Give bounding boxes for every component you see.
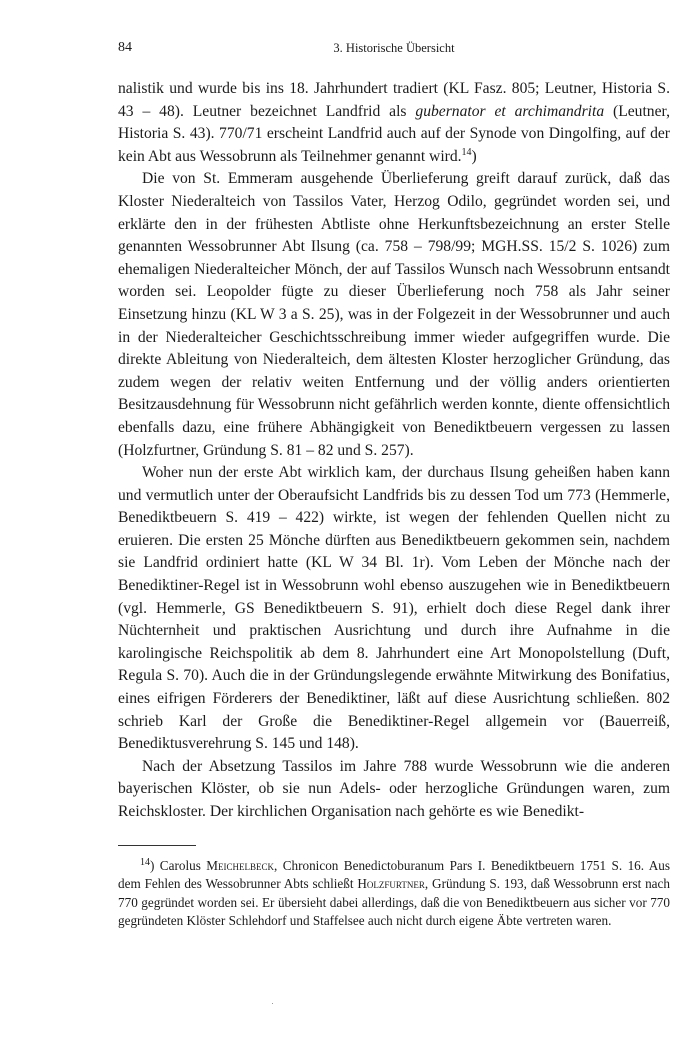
body-text xyxy=(118,78,670,824)
text-run: Woher nun der erste Abt wirklich kam, der durchaus Ilsung geheißen haben kann und vermutlich unter der Oberaufsicht Landfrids bis zu dessen Tod um 773 (Hemmerle, Benediktbeuern S. 419 – 422) wirkte, ist wegen der fehlenden Quellen nicht zu eruieren. Die ersten 25 Mönche dürften aus Benediktbeuern gekommen sein, nachdem sie Landfrid ordiniert hatte (KL W 34 Bl. 1r). Vom Leben der Mönche nach der Benediktiner-Regel ist in Wessobrunn wohl ebenso auszugehen wie in Benediktbeuern (vgl. Hemmerle, GS Benediktbeuern S. 91), erhielt doch diese Regel dank ihrer Nüchternheit und praktischen Ausrichtung und durch ihre Aufnahme in die karolingische Reichspolitik ab dem 8. Jahrhundert eine Art Monopolstellung (Duft, Regula S. 70). Auch die in der Gründungslegende erwähnte Mitwirkung des Bonifatius, eines eifrigen Förderers der Benediktiner, läßt auf diese Ausrichtung schließen. 802 schrieb Karl der Große die Benediktiner-Regel allgemein vor (Bauerreiß, Benediktusverehrung S. 145 und 148). xyxy=(118,464,670,753)
italic-phrase: gubernator et archimandrita xyxy=(415,102,605,120)
footnote-divider xyxy=(118,845,196,846)
author-name: Meichelbeck xyxy=(206,857,274,873)
paragraph xyxy=(118,78,670,168)
paragraph xyxy=(118,462,670,756)
running-header xyxy=(118,40,670,64)
text-run: ) Carolus xyxy=(150,857,207,873)
footnote-marker: 14 xyxy=(140,856,150,868)
chapter-title: 3. Historische Übersicht xyxy=(333,41,455,55)
scan-speck xyxy=(272,1003,273,1004)
text-run: Die von St. Emmeram ausgehende Überlieferung greift darauf zurück, daß das Kloster Niederalteich von Tassilos Vater, Herzog Odilo, gegründet worden sei, und erklärte den in der frühesten Abtliste ohne Herkunftsbezeichnung an erster Stelle genannten Wessobrunner Abt Ilsung (ca. 758 – 798/99; MGH.SS. 15/2 S. 1026) zum ehemaligen Niederalteicher Mönch, der auf Tassilos Wunsch nach Wessobrunn entsandt worden sei. Leopolder fügte zu dieser Überlieferung noch 758 als Jahr seiner Einsetzung hinzu (KL W 3 a S. 25), was in der Folgezeit in der Wessobrunner und auch in der Niederalteicher Geschichtsschreibung immer wieder aufgegriffen wurde. Die direkte Ableitung von Niederalteich, dem ältesten Kloster herzoglicher Gründung, das zudem wegen der relativ weiten Entfernung und der völlig anders orientierten Besitzausdehnung für Wessobrunn nicht gefährlich werden konnte, diente offensichtlich ebenfalls dazu, eine frühere Abhängigkeit von Benediktbeuern vergessen zu lassen (Holzfurtner, Gründung S. 81 – 82 und S. 257). xyxy=(118,170,670,459)
book-page xyxy=(118,40,670,931)
text-run: , Gründung S. 193, daß Wessobrunn erst nach 770 gegründet worden sei. Er übersieht dabei allerdings, daß die von Benediktbeuern aus sicher vor 770 gegründeten Klöster Schlehdorf und Staffelsee auch nicht durch eigene Äbte vertreten waren. xyxy=(118,876,670,929)
text-run: (Leutner, Historia S. 43). 770/71 erscheint Landfrid auch auf der Synode von Dingolfing, auf der kein Abt aus Wessobrunn als Teilnehmer genannt wird. xyxy=(118,102,670,165)
author-name: Holzfurtner xyxy=(357,876,425,892)
text-run: nalistik und wurde bis ins 18. Jahrhundert tradiert (KL Fasz. 805; Leutner, Historia S. 43 – 48). Leutner bezeichnet Landfrid als xyxy=(118,80,670,120)
text-run: , Chronicon Benedictoburanum Pars I. Benediktbeuern 1751 S. 16. Aus dem Fehlen des Wessobrunner Abts schließt xyxy=(118,857,670,892)
footnote xyxy=(118,857,670,931)
text-run: ) xyxy=(471,147,477,165)
footnote-reference: 14 xyxy=(461,146,472,158)
paragraph xyxy=(118,756,670,824)
paragraph xyxy=(118,168,670,462)
footnote-text xyxy=(118,858,670,929)
text-run: Nach der Absetzung Tassilos im Jahre 788 wurde Wessobrunn wie die anderen bayerischen Klöster, ob sie nun Adels- oder herzogliche Gründungen waren, zum Reichskloster. Der kirchlichen Organisation nach gehörte es wie Benedikt- xyxy=(118,757,670,820)
page-number: 84 xyxy=(118,40,132,55)
